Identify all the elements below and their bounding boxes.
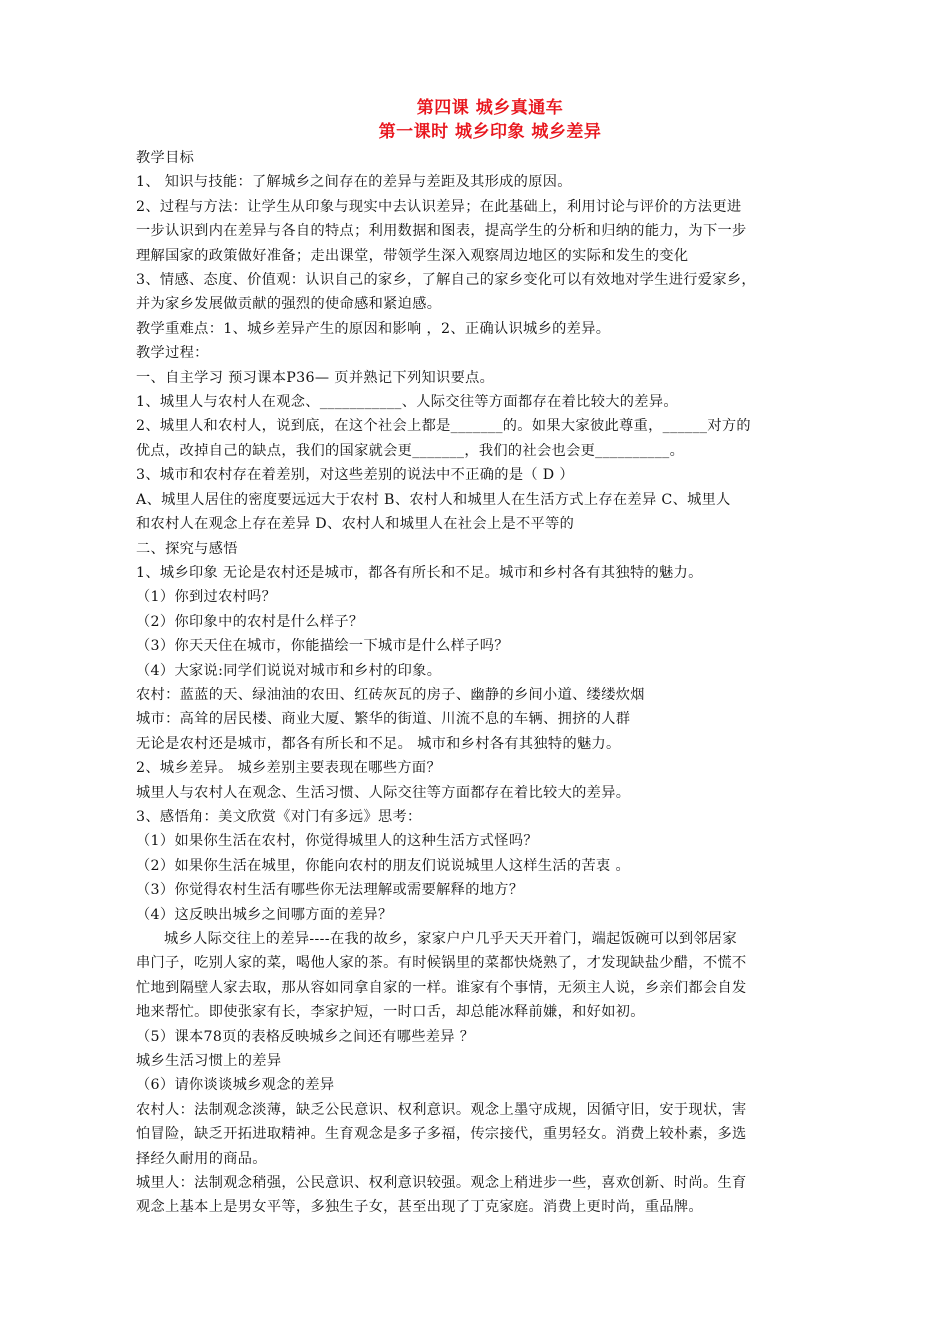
text-line: 二、探究与感悟: [136, 540, 238, 557]
question-line: （2）你印象中的农村是什么样子？: [136, 613, 364, 630]
text-line: 串门子，吃别人家的菜，喝他人家的茶。有时候锅里的菜都快烧熟了，才发现缺盐少醋，不慌不: [136, 955, 747, 972]
text-line: 教学重难点：1、城乡差异产生的原因和影响 ，2、正确认识城乡的差异。: [136, 320, 611, 337]
question-line: （1）你到过农村吗？: [136, 589, 277, 606]
text-line: 1、 知识与技能：了解城乡之间存在的差异与差距及其形成的原因。: [136, 174, 572, 191]
question-line: （4）大家说:同学们说说对城市和乡村的印象。: [136, 662, 442, 679]
text-line: 城里人与农村人在观念、生活习惯、人际交往等方面都存在着比较大的差异。: [136, 784, 631, 801]
question-line: （1）如果你生活在农村，你觉得城里人的这种生活方式怪吗？: [136, 833, 538, 850]
text-line: 教学目标: [136, 150, 195, 166]
text-line: 无论是农村还是城市，都各有所长和不足。 城市和乡村各有其独特的魅力。: [136, 735, 621, 752]
text-line: A、城里人居住的密度要远远大于农村 B、农村人和城里人在生活方式上存在差异 C、城里人: [136, 491, 731, 508]
text-line: 并为家乡发展做贡献的强烈的使命感和紧迫感。: [136, 296, 442, 313]
text-line: 忙地到隔壁人家去取，那从容如同拿自家的一样。谁家有个事情，无须主人说，乡亲们都会自发: [136, 979, 747, 996]
text-line: 一、自主学习 预习课本P36— 页并熟记下列知识要点。: [136, 369, 495, 386]
lesson-subtitle: 第一课时 城乡印象 城乡差异: [378, 122, 602, 142]
lesson-title: 第四课 城乡真通车: [416, 98, 564, 118]
text-line: 2、过程与方法：让学生从印象与现实中去认识差异；在此基础上，利用讨论与评价的方法更进: [136, 198, 742, 215]
paragraph-first-line: 城乡人际交往上的差异----在我的故乡，家家户户几乎天天开着门，端起饭碗可以到邻居家: [164, 931, 738, 947]
text-line: 优点，改掉自己的缺点，我们的国家就会更_______，我们的社会也会更__________。: [136, 442, 685, 459]
document-body: [136, 146, 844, 1220]
text-line: 和农村人在观念上存在差异 D、农村人和城里人在社会上是不平等的: [136, 516, 575, 533]
question-line: （5）课本78页的表格反映城乡之间还有哪些差异 ？: [136, 1028, 475, 1045]
question-line: （3）你天天住在城市，你能描绘一下城市是什么样子吗？: [136, 638, 509, 655]
text-line: 3、情感、态度、价值观：认识自己的家乡，了解自己的家乡变化可以有效地对学生进行爱家乡，: [136, 272, 756, 289]
text-line: 城乡生活习惯上的差异: [136, 1053, 282, 1070]
text-line: 1、城里人与农村人在观念、___________、人际交往等方面都存在着比较大的差异。: [136, 394, 678, 411]
text-line: 城里人：法制观念稍强，公民意识、权利意识较强。观念上稍进步一些，喜欢创新、时尚。生育: [136, 1175, 747, 1192]
text-line: 农村人：法制观念淡薄，缺乏公民意识、权利意识。观念上墨守成规，因循守旧，安于现状，害: [136, 1101, 747, 1118]
question-line: （3）你觉得农村生活有哪些你无法理解或需要解释的地方？: [136, 882, 524, 899]
text-line: 地来帮忙。即使张家有长，李家护短，一时口舌，却总能冰释前嫌，和好如初。: [136, 1004, 645, 1021]
question-line: （2）如果你生活在城里，你能向农村的朋友们说说城里人这样生活的苦衷 。: [136, 857, 630, 874]
text-line: 怕冒险，缺乏开拓进取精神。生育观念是多子多福，传宗接代，重男轻女。消费上较朴素，多选: [136, 1126, 747, 1143]
text-line: 教学过程：: [136, 345, 209, 362]
question-line: （6）请你谈谈城乡观念的差异: [136, 1077, 335, 1094]
question-line: （4）这反映出城乡之间哪方面的差异？: [136, 906, 393, 923]
text-line: 一步认识到内在差异与各自的特点；利用数据和图表，提高学生的分析和归纳的能力，为下一步: [136, 223, 747, 240]
text-line: 城市：高耸的居民楼、商业大厦、繁华的街道、川流不息的车辆、拥挤的人群: [136, 711, 631, 728]
text-line: 3、城市和农村存在着差别，对这些差别的说法中不正确的是（ D ）: [136, 467, 574, 484]
text-line: 理解国家的政策做好准备；走出课堂，带领学生深入观察周边地区的实际和发生的变化: [136, 247, 689, 264]
text-line: 1、城乡印象 无论是农村还是城市，都各有所长和不足。城市和乡村各有其独特的魅力。: [136, 564, 703, 581]
text-line: 3、感悟角：美文欣赏《对门有多远》思考：: [136, 808, 422, 825]
text-line: 择经久耐用的商品。: [136, 1150, 267, 1167]
text-line: 观念上基本上是男女平等，多独生子女，甚至出现了丁克家庭。消费上更时尚，重品牌。: [136, 1199, 703, 1216]
text-line: 2、城乡差异。 城乡差别主要表现在哪些方面？: [136, 760, 441, 777]
text-line: 农村：蓝蓝的天、绿油油的农田、红砖灰瓦的房子、幽静的乡间小道、缕缕炊烟: [136, 686, 645, 703]
text-line: 2、城里人和农村人，说到底，在这个社会上都是_______的。如果大家彼此尊重，______对方的: [136, 418, 751, 435]
